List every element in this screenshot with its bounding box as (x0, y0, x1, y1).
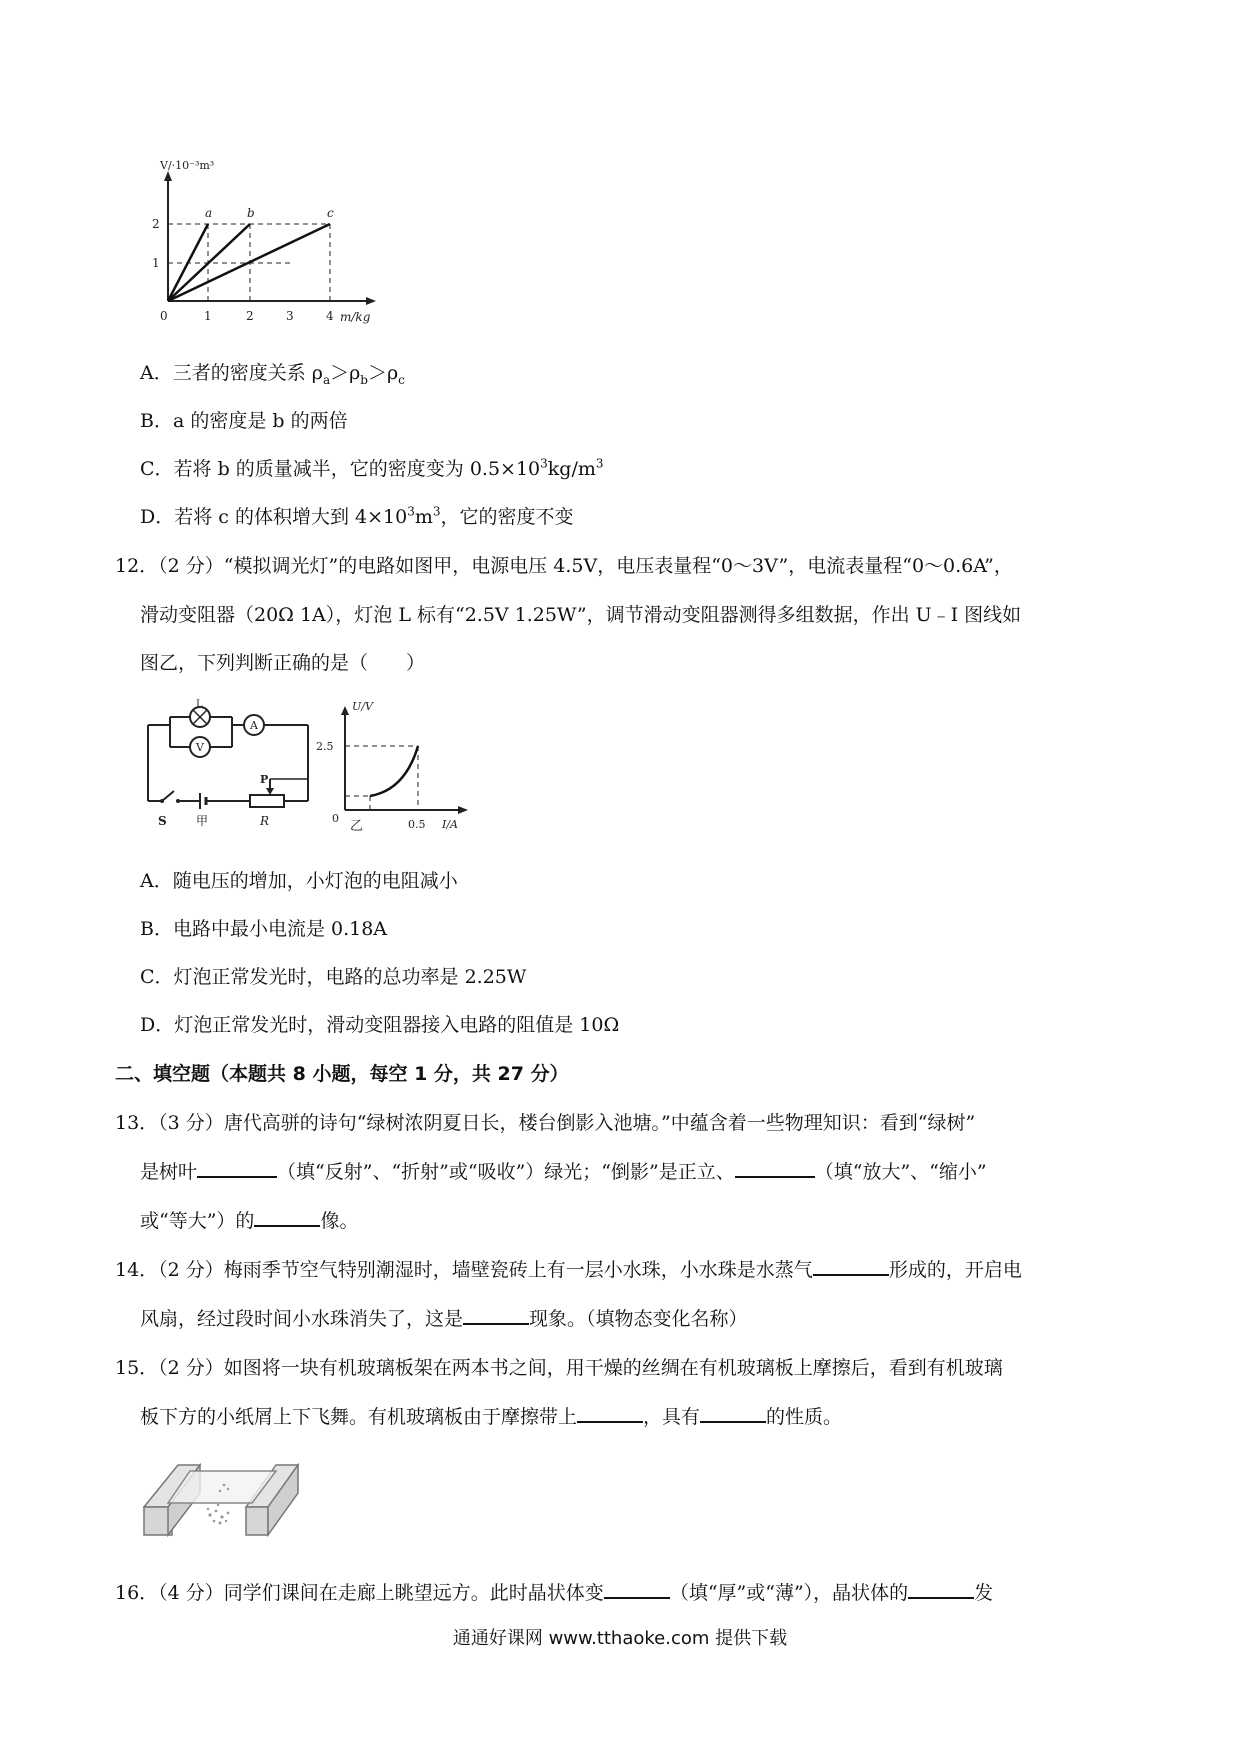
label-S: S (158, 814, 167, 828)
answer-blank[interactable] (908, 1579, 974, 1599)
q11-option-b: B．a 的密度是 b 的两倍 (140, 410, 348, 432)
q12-stem-line-3: 图乙，下列判断正确的是（ ） (140, 652, 426, 674)
q11-option-a: A．三者的密度关系 $\rho_a>\rho_b>\rho_c$ (140, 362, 405, 387)
ui-y-axis-label: U/V (352, 700, 373, 713)
y-tick-2: 2 (152, 217, 160, 231)
q16-line-1: 16．（4 分）同学们课间在走廊上眺望远方。此时晶状体变 （填“厚”或“薄”），晶状体的 发 (115, 1578, 993, 1605)
footer-source: 通通好课网 www.tthaoke.com 提供下载 (452, 1628, 788, 1649)
q14-line-1: 14．（2 分）梅雨季节空气特别潮湿时，墙壁瓷砖上有一层小水珠，小水珠是水蒸气 形成的，开启电 (115, 1255, 1022, 1282)
y-axis-label: V/·10⁻³m³ (160, 159, 215, 172)
label-jia: 甲 (196, 814, 209, 828)
x-tick-0: 0 (160, 309, 168, 323)
line-label-a: a (205, 206, 213, 220)
q12-stem-line-1: 12．（2 分）“模拟调光灯”的电路如图甲，电源电压 4.5V，电压表量程“0～3V”，电流表量程“0～0.6A”， (115, 555, 1013, 577)
y-tick-1: 1 (152, 256, 160, 270)
q12-option-d: D．灯泡正常发光时，滑动变阻器接入电路的阻值是 10Ω (140, 1014, 620, 1036)
q15-line-1: 15．（2 分）如图将一块有机玻璃板架在两本书之间，用干燥的丝绸在有机玻璃板上摩擦后，看到有机玻璃 (115, 1357, 1003, 1379)
q12-option-a: A．随电压的增加，小灯泡的电阻减小 (140, 870, 458, 892)
label-V: V (196, 741, 204, 754)
label-A: A (250, 719, 258, 732)
ui-caption: 乙 (350, 819, 364, 834)
switch-symbol (162, 791, 174, 801)
x-axis-label: m/kg (340, 310, 371, 324)
label-R: R (260, 814, 270, 828)
label-L: L (196, 699, 203, 710)
line-label-c: c (327, 206, 334, 220)
answer-blank[interactable] (735, 1158, 815, 1178)
q14-line-2: 风扇，经过段时间小水珠消失了，这是 现象。（填物态变化名称） (140, 1304, 748, 1331)
q12-option-b: B．电路中最小电流是 0.18A (140, 918, 388, 940)
answer-blank[interactable] (577, 1403, 643, 1423)
ui-x-axis-label: I/A (442, 818, 458, 831)
ui-curve (370, 746, 418, 796)
answer-blank[interactable] (813, 1256, 889, 1276)
ui-x-tick: 0.5 (408, 818, 426, 831)
books-plexiglass-figure (140, 1445, 310, 1545)
answer-blank[interactable] (604, 1579, 670, 1599)
label-P: P (260, 773, 269, 786)
q13-line-3: 或“等大”）的 像。 (140, 1206, 358, 1233)
q15-line-2: 板下方的小纸屑上下飞舞。有机玻璃板由于摩擦带上 ，具有 的性质。 (140, 1402, 842, 1429)
x-tick-1: 1 (204, 309, 212, 323)
q11-option-c: C．若将 b 的质量减半，它的密度变为 $0.5\times 10^3kg/m^3$ (140, 456, 604, 480)
line-a (168, 224, 208, 301)
line-label-b: b (247, 206, 255, 220)
rheostat-symbol (250, 795, 284, 807)
x-tick-2: 2 (246, 309, 254, 323)
q11-option-d: D．若将 c 的体积增大到 $4\times 10^3m^3$，它的密度不变 (140, 504, 574, 528)
ui-origin: 0 (332, 812, 339, 825)
ui-y-tick: 2.5 (316, 740, 334, 753)
q13-line-1: 13．（3 分）唐代高骈的诗句“绿树浓阴夏日长，楼台倒影入池塘。”中蕴含着一些物理知识：看到“绿树” (115, 1112, 976, 1134)
answer-blank[interactable] (700, 1403, 766, 1423)
ui-graph-figure (310, 700, 480, 835)
answer-blank[interactable] (463, 1305, 529, 1325)
x-tick-3: 3 (286, 309, 294, 323)
q12-option-c: C．灯泡正常发光时，电路的总功率是 2.25W (140, 966, 527, 988)
answer-blank[interactable] (197, 1158, 277, 1178)
x-tick-4: 4 (326, 309, 334, 323)
q12-stem-line-2: 滑动变阻器（20Ω 1A），灯泡 L 标有“2.5V 1.25W”，调节滑动变阻器测得多组数据，作出 U﹣I 图线如 (140, 604, 1022, 626)
line-c (168, 224, 330, 301)
q13-line-2: 是树叶 （填“反射”、“折射”或“吸收”）绿光；“倒影”是正立、 （填“放大”、“缩小” (140, 1157, 987, 1184)
answer-blank[interactable] (254, 1207, 320, 1227)
section-heading: 二、填空题（本题共 8 小题，每空 1 分，共 27 分） (115, 1063, 569, 1085)
density-graph-figure (150, 159, 390, 325)
